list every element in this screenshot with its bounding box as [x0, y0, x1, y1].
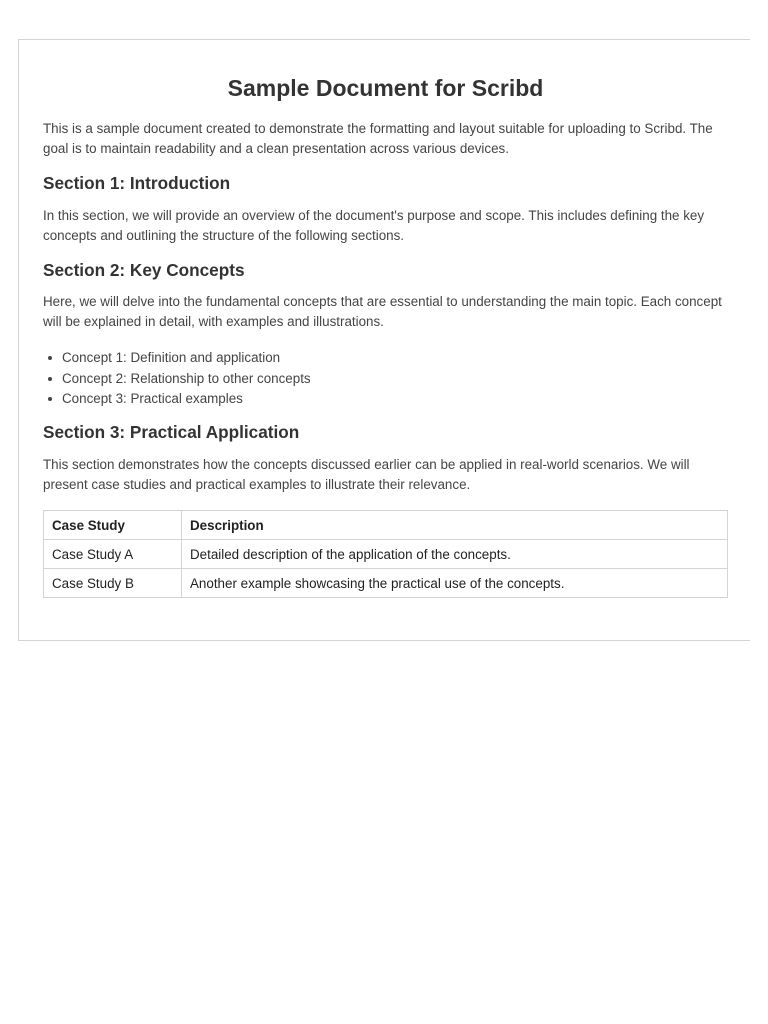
section-3-heading: Section 3: Practical Application [43, 422, 300, 442]
table-row [44, 540, 728, 569]
concept-list [43, 348, 311, 410]
table-header-cell: Description [182, 511, 728, 540]
document-title: Sample Document for Scribd [227, 75, 544, 101]
section-2-paragraph: Here, we will delve into the fundamental concepts that are essential to understanding the main topic. Each concept will be explained in detail, with examples and illustrations. [43, 294, 722, 330]
section-2-heading: Section 2: Key Concepts [43, 260, 245, 280]
list-item: Concept 2: Relationship to other concepts [62, 369, 311, 390]
section-1-heading: Section 1: Introduction [43, 173, 231, 193]
table-header-row [44, 511, 728, 540]
table-cell: Detailed description of the application of the concepts. [182, 540, 728, 569]
list-item: Concept 3: Practical examples [62, 389, 311, 410]
table-row [44, 569, 728, 598]
table-cell: Another example showcasing the practical use of the concepts. [182, 569, 728, 598]
table-header-cell: Case Study [44, 511, 182, 540]
case-study-table [43, 510, 728, 598]
table-cell: Case Study A [44, 540, 182, 569]
section-1-paragraph: In this section, we will provide an overview of the document's purpose and scope. This includes defining the key concepts and outlining the structure of the following sections. [43, 208, 705, 244]
document-page [18, 39, 750, 641]
intro-paragraph: This is a sample document created to demonstrate the formatting and layout suitable for uploading to Scribd. The goal is to maintain readability and a clean presentation across various devices. [43, 121, 713, 157]
list-item: Concept 1: Definition and application [62, 348, 311, 369]
section-3-paragraph: This section demonstrates how the concepts discussed earlier can be applied in real-world scenarios. We will present case studies and practical examples to illustrate their relevance. [43, 457, 690, 493]
table-cell: Case Study B [44, 569, 182, 598]
